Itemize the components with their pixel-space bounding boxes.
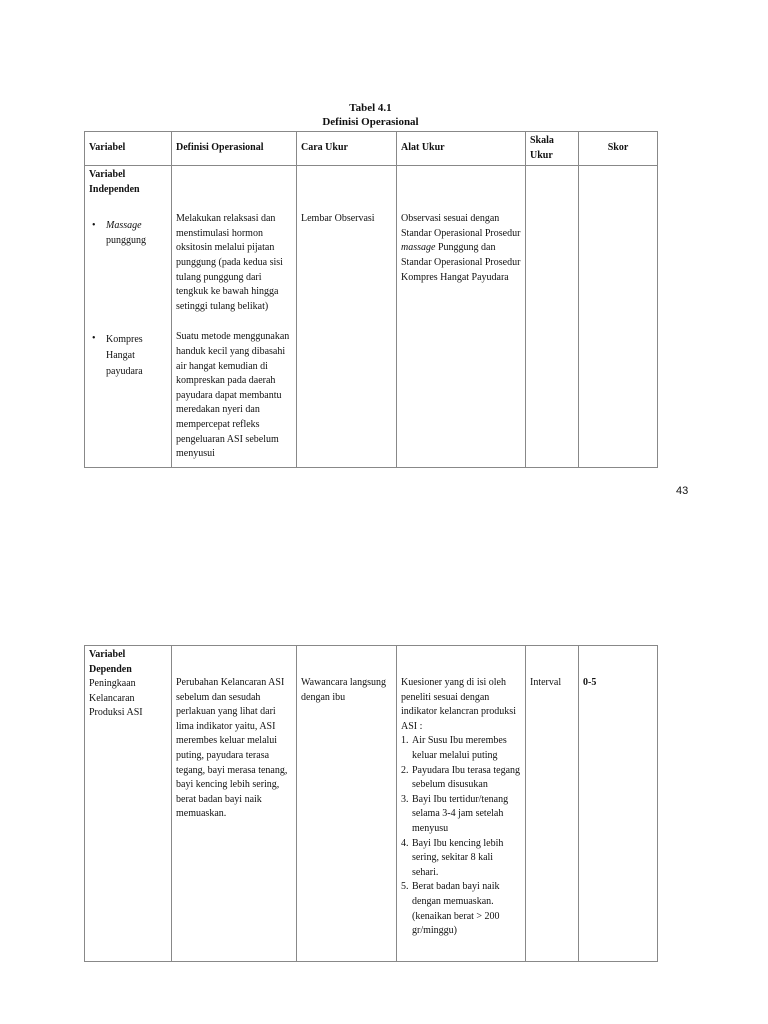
- table-title: Tabel 4.1: [349, 102, 392, 114]
- kompres-definition: Suatu metode menggunakan handuk kecil yang dibasahi air hangat kemudian di kompreskan pada daerah payudara dapat membantu meredakan nyeri dan mempercepat refleks pengeluaran ASI sebelum menyusui: [176, 331, 290, 460]
- table-subtitle: Definisi Operasional: [322, 116, 419, 128]
- definition-table-part2: [84, 645, 658, 962]
- variable-cell: [85, 166, 172, 468]
- independent-label: Variabel Independen: [89, 169, 140, 195]
- dependent-definition: Perubahan Kelancaran ASI sebelum dan sesudah perlakuan yang lihat dari lima indikator yaitu, ASI merembes keluar melalui puting, payudara terasa tegang, bayi merasa tenang, bayi kencing lebih sering, berat badan bayi naik memuaskan.: [176, 677, 288, 820]
- list-item: 1. Air Susu Ibu merembes keluar melalui puting: [401, 735, 507, 761]
- tool-cell: [397, 166, 526, 468]
- dependent-label: Variabel Dependen: [89, 649, 132, 675]
- score-cell: [579, 646, 658, 962]
- method-cell: [297, 646, 397, 962]
- definition-table-part1: [84, 131, 658, 468]
- header-skala-ukur: Skala Ukur: [526, 132, 579, 166]
- score-cell: [579, 166, 658, 468]
- massage-tool: Observasi sesuai dengan Standar Operasional Prosedur massage Punggung dan Standar Operasional Prosedur Kompres Hangat Payudara: [401, 213, 521, 283]
- definition-cell: [172, 646, 297, 962]
- page-number: 43: [676, 485, 689, 497]
- table-header-row: [85, 132, 658, 166]
- massage-definition: Melakukan relaksasi dan menstimulasi hormon oksitosin melalui pijatan punggung (pada kedua sisi tulang punggung dari tengkuk ke bawah hingga setinggi tulang belikat): [176, 213, 283, 312]
- header-cara-ukur: Cara Ukur: [297, 132, 397, 166]
- list-item: 4. Bayi Ibu kencing lebih sering, sekitar 8 kali sehari.: [401, 837, 504, 878]
- list-item: 3. Bayi Ibu tertidur/tenang selama 3-4 jam setelah menyusu: [401, 793, 509, 834]
- massage-label: Massage punggung: [106, 220, 146, 246]
- bullet-icon: •: [92, 220, 96, 232]
- header-definisi: Definisi Operasional: [172, 132, 297, 166]
- header-alat-ukur: Alat Ukur: [397, 132, 526, 166]
- massage-method: Lembar Observasi: [301, 213, 375, 225]
- scale-cell: [526, 166, 579, 468]
- dependent-score: 0-5: [583, 677, 597, 688]
- list-item: [89, 219, 167, 248]
- tool-cell: [397, 646, 526, 962]
- scale-cell: [526, 646, 579, 962]
- table-row: [85, 646, 658, 962]
- list-item: [89, 332, 167, 380]
- header-variabel: Variabel: [85, 132, 172, 166]
- method-cell: [297, 166, 397, 468]
- kompres-label: Kompres Hangat payudara: [106, 333, 143, 377]
- list-item: 5. Berat badan bayi naik dengan memuaskan. (kenaikan berat > 200 gr/minggu): [401, 881, 500, 937]
- dependent-name: Peningkaan Kelancaran Produksi ASI: [89, 678, 143, 719]
- dependent-scale: Interval: [530, 677, 562, 688]
- bullet-icon: •: [92, 332, 96, 344]
- table-row: [85, 166, 658, 468]
- dependent-tool-intro: Kuesioner yang di isi oleh peneliti sesuai dengan indikator kelancran produksi ASI :: [401, 677, 516, 732]
- list-item: 2. Payudara Ibu terasa tegang sebelum disusukan: [401, 764, 521, 791]
- dependent-method: Wawancara langsung dengan ibu: [301, 677, 386, 703]
- header-skor: Skor: [579, 132, 658, 166]
- variable-cell: [85, 646, 172, 962]
- definition-cell: [172, 166, 297, 468]
